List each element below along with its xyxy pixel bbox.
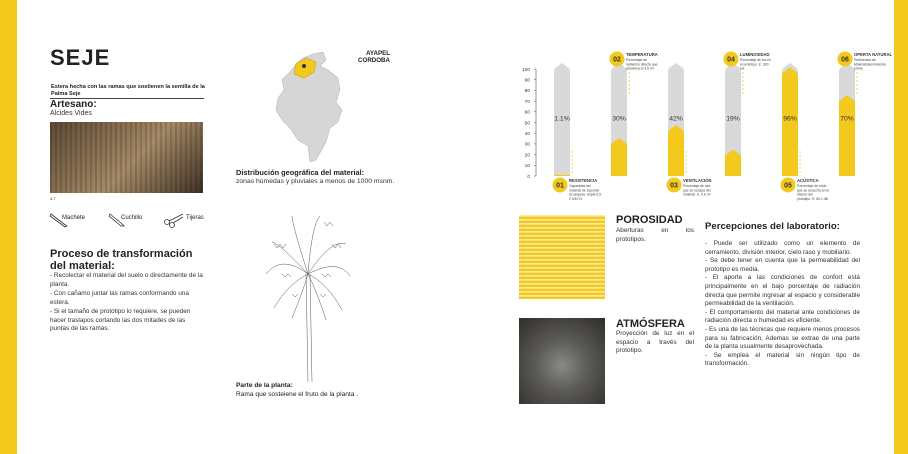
gauge-fill-02 [611, 144, 627, 176]
gauge-name-02: TEMPERATURA [626, 52, 658, 57]
gauge-name-03: VENTILACIÓN [683, 178, 712, 183]
gauge-desc-06: prima. [854, 66, 864, 71]
gauge-desc-05: que se escucha en el [797, 188, 830, 193]
leader-dot [856, 72, 857, 73]
gauge-name-06: OPERTA NATURAL [854, 52, 893, 57]
leader-dot [685, 163, 686, 164]
plant-part-text: Rama que sosteiene el fruto de la planta . [236, 391, 359, 398]
scissors-icon [163, 212, 185, 228]
gauge-tip-03 [668, 63, 684, 69]
subtitle: Estera hecha con las ramas que sostienen la semilla de la Palma Seje [51, 84, 205, 97]
y-tick-label: 10 [524, 164, 530, 170]
atmosphere-heading: ATMÓSFERA [616, 318, 685, 330]
gauge-desc-04: el prototipo. E: 300 [740, 62, 769, 67]
artisan-name: Alcides Vides [50, 110, 92, 117]
process-step-3: - Si el tamaño de prototipo lo requiere, se pueden hacer traslapos cortando las dos mitades de las puntas de las ramas. [50, 308, 191, 333]
gauge-desc-06: Pertinencia de [854, 58, 876, 62]
lab-point-1: - Puede ser utilizado como un elemento de cerramiento, división interior, cielo raso y mobiliario. [705, 240, 860, 256]
gauge-desc-05: interior del [797, 192, 813, 197]
atmosphere-texture-image [519, 318, 605, 404]
gauge-desc-03: Porcentaje de aire [683, 184, 711, 188]
gauge-number-04: 04 [727, 56, 735, 64]
location-dot [302, 64, 306, 68]
gauge-fill-01 [554, 175, 570, 176]
y-tick-label: 40 [524, 132, 530, 137]
gauge-name-04: LUMINOSIDAD [740, 52, 770, 57]
gauge-fill-06 [839, 101, 855, 176]
gauge-desc-01: 2.0/10 N [569, 196, 582, 201]
tool-label-scissors: Tijeras [186, 215, 204, 221]
leader-dot [571, 163, 572, 164]
process-step-1: - Recolectar el material del suelo o directamente de la planta. [50, 272, 203, 288]
artisan-photo [50, 122, 203, 193]
leader-dot [685, 151, 686, 152]
gauge-track-01 [554, 69, 570, 176]
leader-dot [685, 167, 686, 168]
gauge-desc-03: que se escapa del [683, 188, 711, 193]
leader-dot [571, 167, 572, 168]
lab-point-6: - Se emplea el material sin ningún tipo de transformación. [705, 351, 860, 368]
lab-heading: Percepciones del laboratorio: [705, 221, 840, 232]
leader-dot [799, 163, 800, 164]
leader-dot [742, 80, 743, 81]
leader-dot [742, 92, 743, 93]
leader-dot [628, 76, 629, 77]
palm-tree-illustration [262, 214, 352, 384]
leader-dot [628, 88, 629, 89]
gauge-value-label-05: 96% [783, 115, 797, 123]
leader-dot [571, 159, 572, 160]
leader-dot [685, 159, 686, 160]
artisan-heading: Artesano: [50, 99, 97, 110]
gauge-desc-04: lux [740, 66, 745, 71]
lab-points [705, 240, 860, 369]
gauge-name-05: ACÚSTICA [797, 178, 819, 183]
gauge-number-05: 05 [784, 182, 792, 190]
y-tick-label: 60 [524, 110, 530, 116]
gauge-number-03: 03 [670, 182, 678, 190]
left-yellow-band [0, 0, 17, 454]
leader-dot [571, 171, 572, 172]
distribution-text: zonas húmedas y pluviales a menos de 1000 msnm. [236, 178, 395, 185]
gauge-number-02: 02 [613, 56, 621, 64]
gauge-value-label-06: 70% [840, 115, 854, 123]
lab-point-5: - Es una de las técnicas que requiere menos procesos para su fabricación, Ademas se extrae de una parte de la planta usualmente desaprovechada. [705, 325, 860, 351]
lab-point-2: - Se debe tener en cuenta que la permeabilidad del prototipo es media. [705, 257, 860, 273]
page-title: SEJE [50, 45, 111, 70]
tool-label-knife: Cuchillo [121, 215, 143, 221]
gauge-name-01: RESISTENCIA [569, 178, 598, 183]
gauge-desc-01: Capacidad del [569, 184, 591, 188]
leader-dot [571, 151, 572, 152]
porosity-heading: POROSIDAD [616, 214, 683, 226]
leader-dot [742, 88, 743, 89]
y-tick-label: 70 [524, 99, 530, 105]
leader-dot [628, 84, 629, 85]
gauge-tip-01 [554, 63, 570, 69]
gauge-desc-04: Porcentaje de luz en [740, 58, 771, 62]
lab-point-3: - El aporte a las condiciones de confort está principalmente en el bajo porcentaje de radiación directa que permite ingresar al espacio y considerable permeabilidad de la ventilación. [705, 274, 860, 308]
gauge-number-01: 01 [556, 182, 564, 190]
leader-dot [685, 155, 686, 156]
leader-dot [799, 155, 800, 156]
gauge-value-label-04: 19% [726, 115, 740, 123]
gauge-desc-05: Porcentaje de ruido [797, 184, 827, 188]
gauge-value-label-01: 1.1% [554, 115, 570, 123]
porosity-text: Aberturas en los prototipos. [616, 227, 694, 243]
leader-dot [685, 171, 686, 172]
gauge-desc-02: atraviesa el 3.6 m² [626, 66, 654, 71]
leader-dot [799, 171, 800, 172]
leader-dot [856, 92, 857, 93]
porosity-texture-image [519, 215, 605, 299]
gauge-desc-02: radiación directa que [626, 62, 658, 67]
atmosphere-text: Proyección de luz en el espacio a través del prototipo. [616, 330, 694, 355]
y-tick-label: 30 [524, 142, 530, 148]
leader-dot [856, 80, 857, 81]
lab-point-4: - El comportamiento del material ante condiciones de radiación directa o humedad es eficiente. [705, 308, 860, 325]
leader-dot [571, 155, 572, 156]
location-sub: CORDOBA [358, 57, 390, 64]
gauge-desc-01: material de soportar [569, 188, 600, 193]
leader-dot [799, 159, 800, 160]
leader-dot [856, 84, 857, 85]
process-heading: Proceso de transformación del material: [50, 248, 193, 272]
y-tick-label: 20 [524, 153, 530, 159]
leader-dot [799, 151, 800, 152]
leader-dot [742, 84, 743, 85]
leader-dot [799, 167, 800, 168]
performance-chart [510, 45, 893, 201]
gauge-value-label-02: 30% [612, 115, 626, 123]
y-tick-label: 90 [524, 78, 530, 84]
gauge-fill-05 [782, 73, 798, 176]
gauge-desc-06: Materialidad material [854, 62, 886, 67]
right-yellow-band [894, 0, 908, 454]
leader-dot [628, 72, 629, 73]
tool-label-machete: Machete [62, 215, 86, 221]
gauge-desc-01: la cargada. Sopla 6.5 [569, 192, 602, 197]
leader-dot [628, 80, 629, 81]
leader-dot [856, 88, 857, 89]
gauge-desc-05: prototipo. E: 80.1 dB [797, 196, 828, 201]
y-tick-label: 80 [524, 89, 530, 95]
y-tick-label: 50 [524, 121, 530, 127]
leader-dot [742, 76, 743, 77]
leader-dot [742, 72, 743, 73]
gauge-value-label-03: 42% [669, 115, 683, 123]
gauge-fill-04 [725, 156, 741, 176]
gauge-fill-03 [668, 131, 684, 176]
process-step-2: - Con cañamo juntar las ramas conformando una estera. [50, 290, 189, 306]
gauge-number-06: 06 [841, 56, 849, 64]
leader-dot [628, 92, 629, 93]
location-title: AYAPEL [366, 50, 390, 57]
gauge-desc-03: material. E: 0.6 m² [683, 192, 711, 197]
plant-part-heading: Parte de la planta: [236, 382, 293, 389]
y-tick-label: 100 [521, 67, 530, 73]
colombia-map [268, 50, 348, 170]
gauge-desc-02: Porcentaje de [626, 58, 647, 62]
distribution-heading: Distribución geográfica del material: [236, 168, 365, 177]
leader-dot [856, 76, 857, 77]
photo-caption: 4.7 [50, 196, 56, 201]
y-tick-label: 0 [527, 174, 530, 180]
